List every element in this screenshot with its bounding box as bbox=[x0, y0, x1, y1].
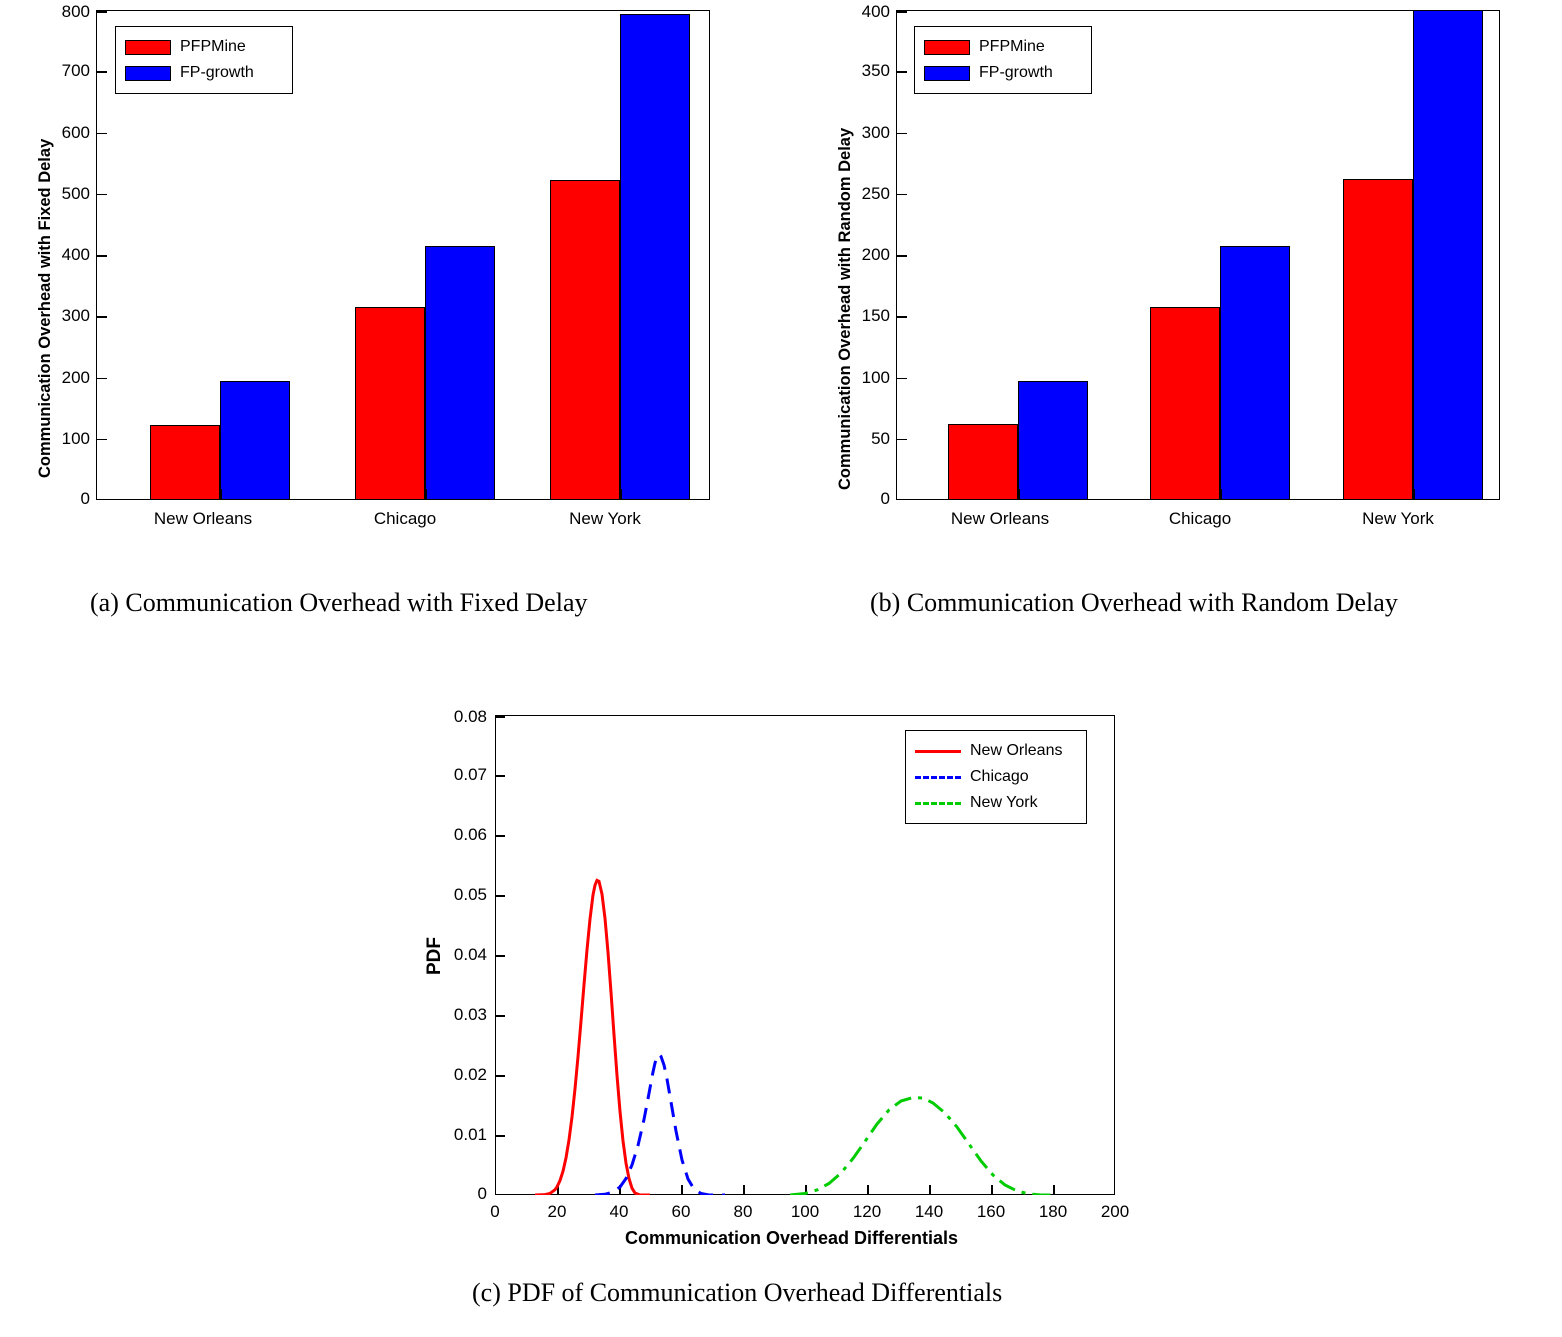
panel-a-ytickmark bbox=[96, 439, 107, 441]
panel-b-ytick-200: 200 bbox=[861, 245, 890, 264]
panel-a-legend bbox=[115, 26, 293, 94]
panel-b-xtickmark bbox=[1018, 489, 1020, 500]
panel-b-ytick-300: 300 bbox=[861, 122, 890, 142]
legend-label-new-orleans: New Orleans bbox=[970, 742, 1063, 759]
panel-b-ytickmark bbox=[896, 133, 907, 135]
panel-b-xtickmark bbox=[1220, 489, 1222, 500]
bar-pfpmine-new-york bbox=[1343, 179, 1413, 500]
panel-c-xtick-0: 0 bbox=[490, 1202, 500, 1221]
panel-c-ytick-0.01: 0.01 bbox=[453, 1125, 487, 1144]
panel-a-ytick-0: 0 bbox=[80, 489, 90, 508]
bar-fpgrowth-new-york bbox=[1413, 10, 1483, 500]
legend-label-pfpmine: PFPMine bbox=[180, 38, 246, 55]
legend-swatch-fpgrowth bbox=[924, 66, 970, 81]
panel-c-xtick-200: 200 bbox=[1100, 1202, 1130, 1221]
panel-b-xtickmark bbox=[1413, 489, 1415, 500]
panel-b-legend bbox=[914, 26, 1092, 94]
legend-label-new-york: New York bbox=[970, 794, 1038, 811]
legend-item-fpgrowth bbox=[125, 60, 282, 86]
panel-b-ytick-350: 350 bbox=[861, 61, 890, 81]
panel-a-ytickmark bbox=[96, 255, 107, 257]
panel-a-xtick-new-orleans: New Orleans bbox=[153, 509, 253, 528]
panel-c-ytick-0.06: 0.06 bbox=[453, 825, 487, 844]
panel-c-xtick-60: 60 bbox=[671, 1202, 691, 1221]
bar-pfpmine-new-orleans bbox=[948, 424, 1018, 500]
curve-chicago bbox=[595, 1055, 725, 1196]
curve-new-york bbox=[790, 1098, 1055, 1196]
panel-a-ytickmark bbox=[96, 133, 107, 135]
panel-a-ytick-600: 600 bbox=[61, 122, 90, 142]
legend-label-pfpmine: PFPMine bbox=[979, 38, 1045, 55]
caption-c: (c) PDF of Communication Overhead Differentials bbox=[472, 1278, 1003, 1307]
panel-a-xtickmark bbox=[620, 489, 622, 500]
panel-a-ytickmark bbox=[96, 71, 107, 73]
panel-c-ytick-0.03: 0.03 bbox=[453, 1005, 487, 1024]
panel-b-ytickmark bbox=[896, 316, 907, 318]
bar-fpgrowth-chicago bbox=[1220, 246, 1290, 500]
legend-item-fpgrowth bbox=[924, 60, 1081, 86]
panel-b-xtick-new-orleans: New Orleans bbox=[950, 509, 1050, 528]
bar-fpgrowth-new-orleans bbox=[220, 381, 290, 500]
panel-a-ytick-200: 200 bbox=[61, 367, 90, 387]
panel-c bbox=[0, 690, 1562, 1330]
panel-a-xtickmark bbox=[220, 489, 222, 500]
panel-b-xtick-new-york: New York bbox=[1362, 509, 1434, 528]
panel-a-ytickmark bbox=[96, 194, 107, 196]
panel-a-ytickmark bbox=[96, 11, 107, 13]
panel-b-ytickmark bbox=[896, 194, 907, 196]
legend-label-fpgrowth: FP-growth bbox=[979, 64, 1053, 81]
panel-a-ytick-100: 100 bbox=[61, 428, 90, 448]
panel-c-ylabel: PDF bbox=[424, 937, 445, 975]
caption-b: (b) Communication Overhead with Random Delay bbox=[870, 588, 1398, 617]
panel-c-xtick-160: 160 bbox=[976, 1202, 1006, 1221]
panel-c-xtick-120: 120 bbox=[852, 1202, 882, 1221]
legend-label-chicago: Chicago bbox=[970, 768, 1029, 785]
legend-item-pfpmine bbox=[125, 34, 282, 60]
panel-c-ytick-0: 0 bbox=[477, 1184, 487, 1203]
panel-c-ytick-0.08: 0.08 bbox=[453, 707, 487, 726]
panel-c-ytick-0.02: 0.02 bbox=[453, 1065, 487, 1084]
panel-b-ytickmark bbox=[896, 71, 907, 73]
legend-swatch-pfpmine bbox=[125, 40, 171, 55]
panel-a-xtickmark bbox=[425, 489, 427, 500]
panel-c-xtick-100: 100 bbox=[790, 1202, 820, 1221]
bar-fpgrowth-new-york bbox=[620, 14, 690, 500]
panel-b-plot bbox=[790, 0, 1550, 560]
panel-b-ytickmark bbox=[896, 11, 907, 13]
panel-c-plot bbox=[0, 690, 1562, 1250]
panel-b-ylabel: Communication Overhead with Random Delay bbox=[836, 127, 854, 490]
panel-c-xtick-20: 20 bbox=[547, 1202, 567, 1221]
bar-fpgrowth-new-orleans bbox=[1018, 381, 1088, 500]
legend-label-fpgrowth: FP-growth bbox=[180, 64, 254, 81]
legend-item-pfpmine bbox=[924, 34, 1081, 60]
bar-pfpmine-new-orleans bbox=[150, 425, 220, 500]
panel-c-xtick-40: 40 bbox=[609, 1202, 629, 1221]
panel-a-xtick-new-york: New York bbox=[569, 509, 641, 528]
panel-a-ytickmark bbox=[96, 378, 107, 380]
panel-c-ytick-0.07: 0.07 bbox=[453, 765, 487, 784]
panel-c-legend bbox=[905, 730, 1087, 824]
panel-b-ytick-100: 100 bbox=[861, 367, 890, 387]
panel-b-ytickmark bbox=[896, 378, 907, 380]
bar-pfpmine-new-york bbox=[550, 180, 620, 500]
caption-a: (a) Communication Overhead with Fixed Delay bbox=[90, 588, 588, 617]
legend-item-chicago bbox=[915, 764, 1076, 790]
panel-b-ytickmark bbox=[896, 255, 907, 257]
panel-a-xtick-chicago: Chicago bbox=[373, 509, 437, 528]
bar-pfpmine-chicago bbox=[1150, 307, 1220, 501]
panel-a-ytick-800: 800 bbox=[61, 2, 90, 21]
legend-item-new-york bbox=[915, 790, 1076, 816]
panel-a-ylabel: Communication Overhead with Fixed Delay bbox=[36, 138, 54, 478]
bar-pfpmine-chicago bbox=[355, 307, 425, 500]
legend-swatch-fpgrowth bbox=[125, 66, 171, 81]
panel-a-ytick-700: 700 bbox=[61, 61, 90, 81]
panel-a-ytick-400: 400 bbox=[61, 245, 90, 264]
panel-b bbox=[790, 0, 1550, 617]
bar-fpgrowth-chicago bbox=[425, 246, 495, 500]
legend-swatch-pfpmine bbox=[924, 40, 970, 55]
panel-c-ytick-0.04: 0.04 bbox=[453, 945, 487, 964]
panel-b-xtick-chicago: Chicago bbox=[1168, 509, 1232, 528]
panel-c-xtick-80: 80 bbox=[733, 1202, 753, 1221]
panel-b-ytick-150: 150 bbox=[861, 306, 890, 326]
panel-a-plot bbox=[0, 0, 760, 560]
panel-c-xtick-140: 140 bbox=[914, 1202, 944, 1221]
panel-c-xlabel: Communication Overhead Differentials bbox=[625, 1228, 959, 1248]
curve-new-orleans bbox=[535, 880, 650, 1195]
panel-b-ytick-400: 400 bbox=[861, 2, 890, 21]
panel-b-ytickmark bbox=[896, 439, 907, 441]
panel-c-ytick-0.05: 0.05 bbox=[453, 885, 487, 904]
panel-a-ytickmark bbox=[96, 316, 107, 318]
panel-c-xtick-180: 180 bbox=[1038, 1202, 1068, 1221]
figure-top-row bbox=[0, 0, 1562, 640]
panel-a bbox=[0, 0, 760, 617]
panel-b-ytick-0: 0 bbox=[880, 489, 890, 508]
panel-b-ytick-50: 50 bbox=[871, 428, 890, 448]
panel-a-ytick-300: 300 bbox=[61, 306, 90, 326]
legend-item-new-orleans bbox=[915, 738, 1076, 764]
panel-b-ytick-250: 250 bbox=[861, 183, 890, 203]
panel-a-ytick-500: 500 bbox=[61, 183, 90, 203]
